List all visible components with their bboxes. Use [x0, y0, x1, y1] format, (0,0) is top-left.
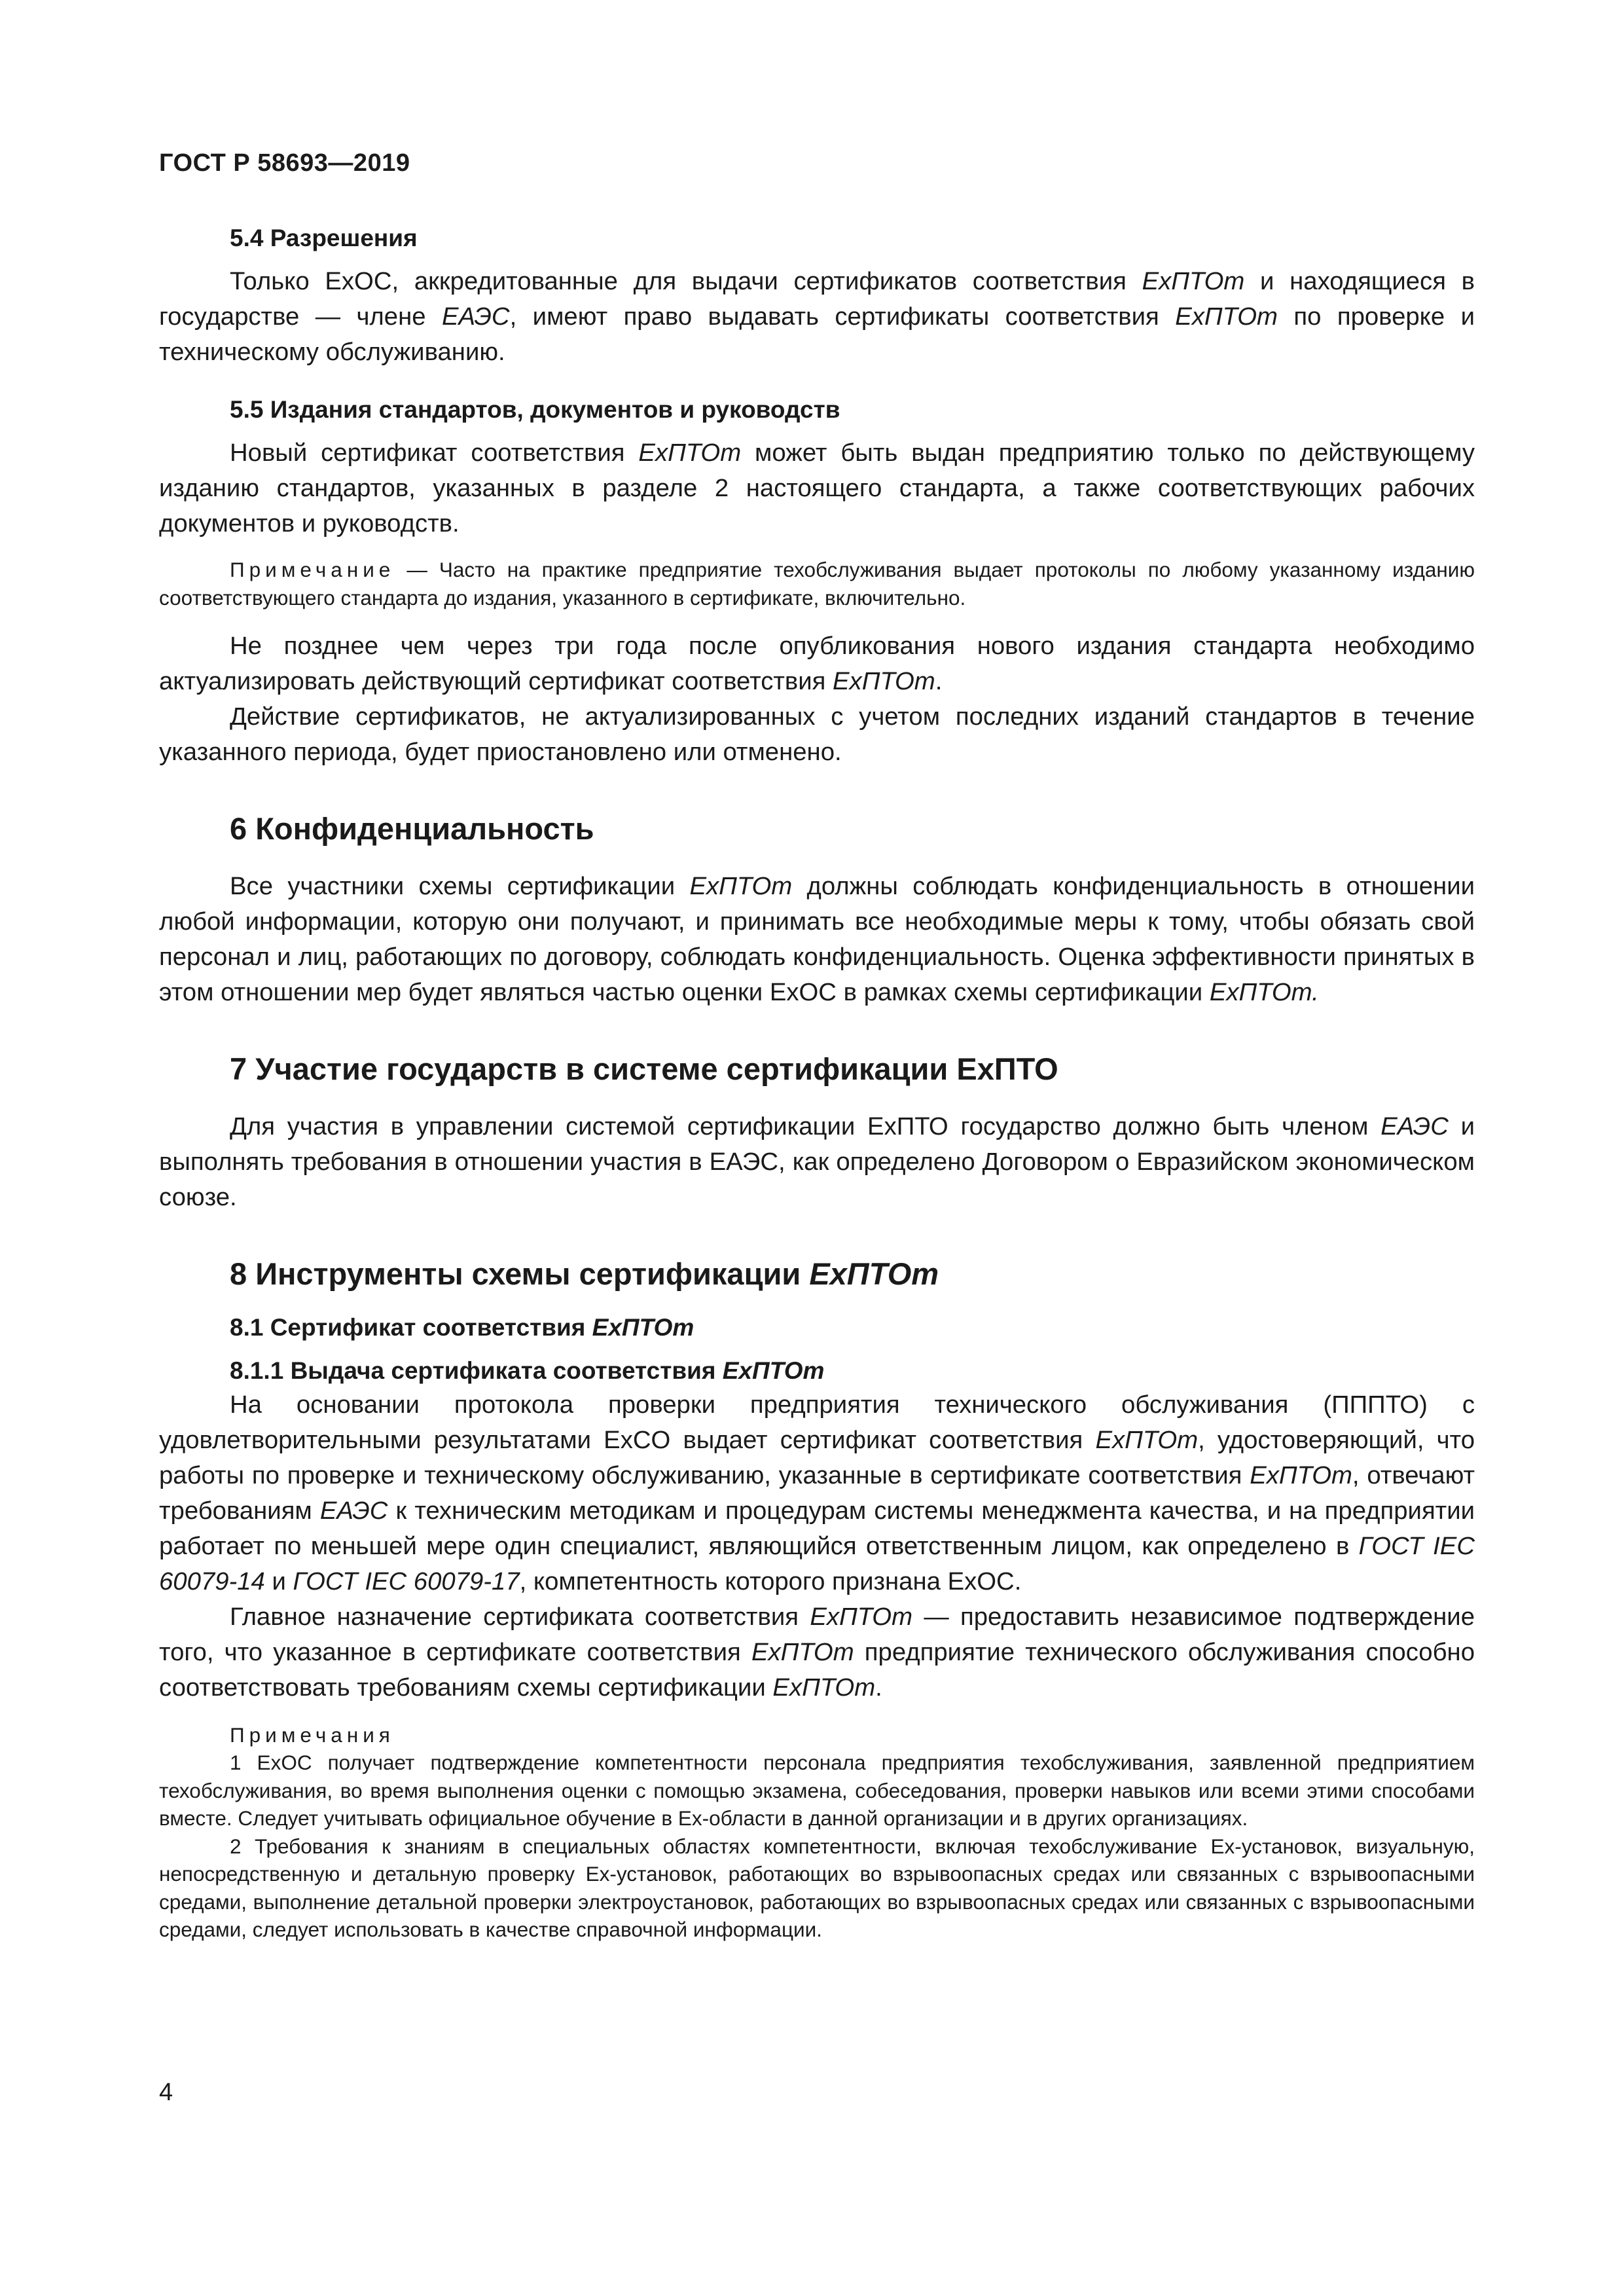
section-5-4-title: 5.4 Разрешения: [230, 225, 418, 251]
section-5-5-title: 5.5 Издания стандартов, документов и руководств: [230, 396, 840, 423]
page-number: 4: [159, 2079, 173, 2106]
section-8-1-1-paragraph-2: Главное назначение сертификата соответствия ExПТОт — предоставить независимое подтверждение того, что указанное в сертификате соответствия ExПТОт предприятие технического обслуживания способно соответствовать требованиям схемы сертификации ExПТОт.: [159, 1603, 1475, 1702]
document-page: [159, 149, 1475, 1944]
section-7-paragraph: Для участия в управлении системой сертификации ExПТО государство должно быть членом ЕАЭС и выполнять требования в отношении участия в ЕАЭС, как определено Договором о Евразийском экономическом союзе.: [159, 1112, 1475, 1211]
section-8-1-1-paragraph-1: На основании протокола проверки предприятия технического обслуживания (ПППТО) с удовлетворительными результатами ExCO выдает сертификат соответствия ExПТОт, удостоверяющий, что работы по проверке и техническому обслуживанию, указанные в сертификате соответствия ExПТОт, отвечают требованиям ЕАЭС к техническим методикам и процедурам системы менеджмента качества, и на предприятии работает по меньшей мере один специалист, являющийся ответственным лицом, как определено в ГОСТ IEC 60079-14 и ГОСТ IEC 60079-17, компетентность которого признана ExOC.: [159, 1391, 1475, 1595]
note-2: 2 Требования к знаниям в специальных областях компетентности, включая техобслуживание Ex-установок, визуальную, непосредственную и детальную проверку Ex-установок, работающих во взрывоопасных средах или связанных с взрывоопасными средами, выполнение детальной проверки электроустановок, работающих во взрывоопасных средах или связанных с взрывоопасными средами, следует использовать в качестве справочной информации.: [159, 1834, 1475, 1941]
document-header: ГОСТ Р 58693—2019: [159, 149, 410, 177]
section-5-5-note: Примечание — Часто на практике предприятие техобслуживания выдает протоколы по любому указанному изданию соответствующего стандарта до издания, указанного в сертификате, включительно.: [159, 558, 1475, 610]
section-8-title: 8 Инструменты схемы сертификации ExПТОт: [230, 1256, 939, 1291]
section-6-title: 6 Конфиденциальность: [230, 811, 594, 846]
section-6-paragraph: Все участники схемы сертификации ExПТОт должны соблюдать конфиденциальность в отношении любой информации, которую они получают, и принимать все необходимые меры к тому, чтобы обязать свой персонал и лиц, работающих по договору, соблюдать конфиденциальность. Оценка эффективности принятых в этом отношении мер будет являться частью оценки ExOC в рамках схемы сертификации ExПТОт.: [159, 872, 1475, 1006]
section-5-5-paragraph-1: Новый сертификат соответствия ExПТОт может быть выдан предприятию только по действующему изданию стандартов, указанных в разделе 2 настоящего стандарта, а также соответствующих рабочих документов и руководств.: [159, 439, 1475, 538]
notes-title: Примечания: [230, 1723, 395, 1747]
section-5-5-paragraph-3: Действие сертификатов, не актуализированных с учетом последних изданий стандартов в течение указанного периода, будет приостановлено или отменено.: [159, 702, 1475, 766]
note-1: 1 ExOC получает подтверждение компетентности персонала предприятия техобслуживания, заявленной предприятием техобслуживания, во время выполнения оценки с помощью экзамена, собеседования, проверки навыков или всеми этими способами вместе. Следует учитывать официальное обучение в Ex-области в данной организации и в других организациях.: [159, 1751, 1475, 1830]
section-5-4-paragraph: Только ExOC, аккредитованные для выдачи сертификатов соответствия ExПТОт и находящиеся в государстве — члене ЕАЭС, имеют право выдавать сертификаты соответствия ExПТОт по проверке и техническому обслуживанию.: [159, 267, 1475, 366]
section-8-1-title: 8.1 Сертификат соответствия ExПТОт: [230, 1314, 695, 1341]
section-5-5-paragraph-2: Не позднее чем через три года после опубликования нового издания стандарта необходимо актуализировать действующий сертификат соответствия ExПТОт.: [159, 632, 1475, 695]
section-7-title: 7 Участие государств в системе сертификации ExПТО: [230, 1051, 1058, 1086]
section-8-1-1-title: 8.1.1 Выдача сертификата соответствия ExПТОт: [230, 1357, 825, 1384]
